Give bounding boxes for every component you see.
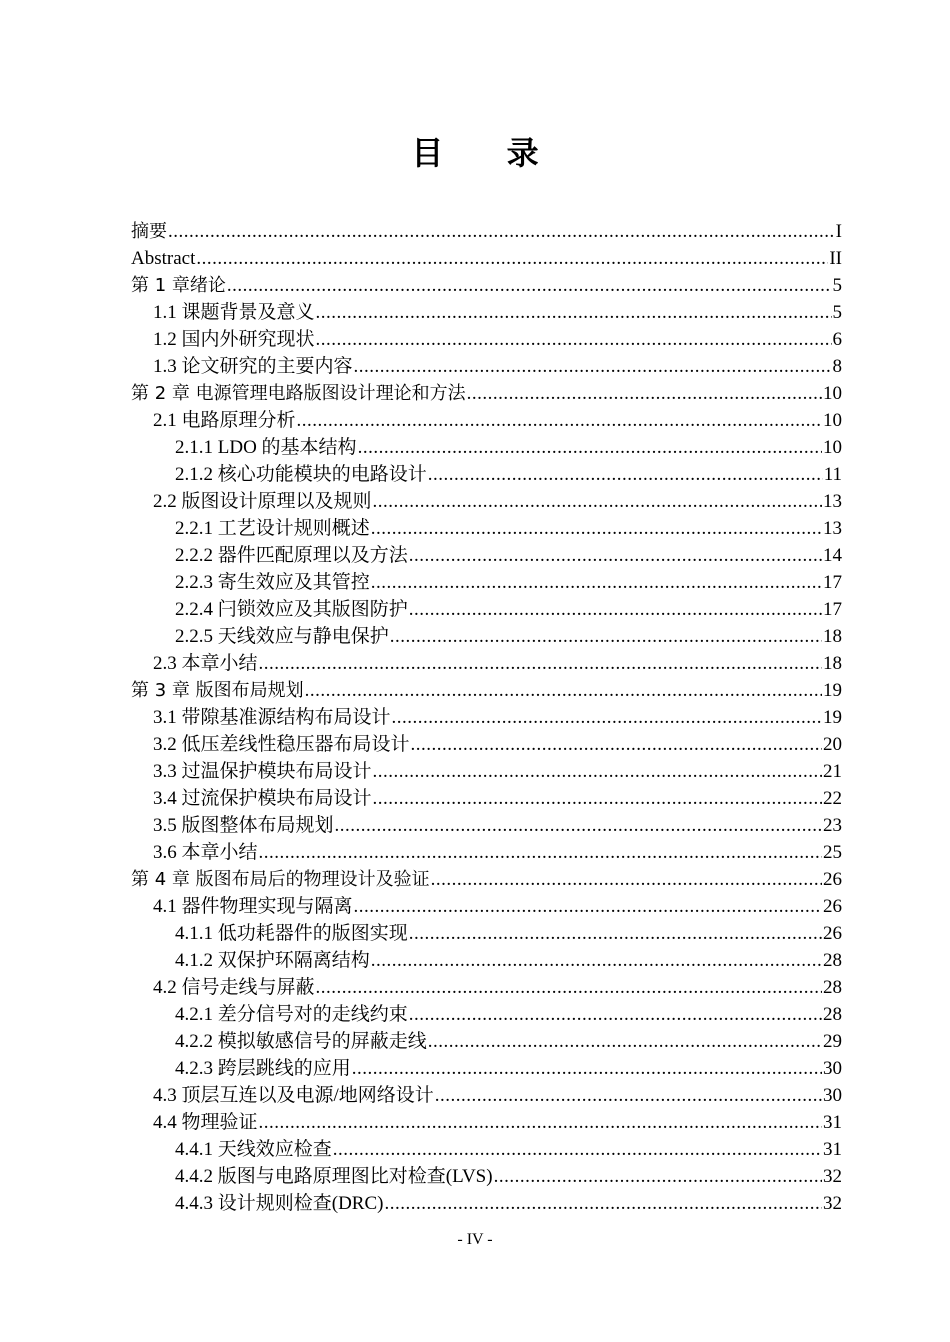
toc-entry[interactable] [131, 704, 842, 731]
toc-leader-dots [411, 731, 822, 758]
toc-entry-page: 11 [823, 464, 842, 485]
toc-entry[interactable] [131, 245, 842, 272]
toc-leader-dots [428, 461, 823, 488]
toc-entry-label: 摘要 [131, 221, 167, 242]
toc-entry-label: 4.1.2 双保护环隔离结构 [175, 950, 370, 971]
toc-leader-dots [354, 353, 832, 380]
toc-entry[interactable] [131, 380, 842, 407]
toc-entry-label: 2.1 电路原理分析 [153, 410, 296, 431]
toc-entry-page: 19 [823, 707, 842, 728]
toc-entry[interactable] [131, 1136, 842, 1163]
toc-entry-page: 20 [823, 734, 842, 755]
toc-entry-page: 22 [823, 788, 842, 809]
toc-leader-dots [333, 1136, 822, 1163]
toc-entry-page: 32 [823, 1166, 842, 1187]
toc-entry[interactable] [131, 272, 842, 299]
toc-entry-page: 30 [823, 1085, 842, 1106]
toc-leader-dots [316, 974, 822, 1001]
toc-entry-page: 17 [823, 599, 842, 620]
toc-leader-dots [196, 245, 828, 272]
toc-entry-label: 4.1.1 低功耗器件的版图实现 [175, 923, 408, 944]
toc-entry[interactable] [131, 488, 842, 515]
toc-entry-page: 29 [823, 1031, 842, 1052]
toc-entry-page: 21 [823, 761, 842, 782]
toc-entry-page: 10 [823, 410, 842, 431]
toc-entry[interactable] [131, 893, 842, 920]
toc-entry-label: 1.3 论文研究的主要内容 [153, 356, 353, 377]
toc-leader-dots [259, 1109, 822, 1136]
toc-entry-label: 4.2.1 差分信号对的走线约束 [175, 1004, 408, 1025]
toc-leader-dots [373, 488, 822, 515]
toc-entry[interactable] [131, 920, 842, 947]
toc-entry[interactable] [131, 542, 842, 569]
toc-entry[interactable] [131, 299, 842, 326]
toc-leader-dots [435, 1082, 822, 1109]
toc-leader-dots [384, 1190, 822, 1217]
toc-entry-page: 32 [823, 1193, 842, 1214]
toc-leader-dots [335, 812, 822, 839]
toc-entry-page: 13 [823, 491, 842, 512]
toc-entry[interactable] [131, 812, 842, 839]
toc-entry[interactable] [131, 758, 842, 785]
toc-entry-page: 28 [823, 1004, 842, 1025]
toc-entry-label: 2.1.2 核心功能模块的电路设计 [175, 464, 427, 485]
toc-entry-page: 26 [823, 896, 842, 917]
toc-entry-page: 8 [832, 356, 842, 377]
toc-entry-label: 4.4.3 设计规则检查(DRC) [175, 1193, 384, 1214]
toc-entry-label: 2.1.1 LDO 的基本结构 [175, 437, 357, 458]
toc-entry[interactable] [131, 326, 842, 353]
toc-entry-page: 23 [823, 815, 842, 836]
toc-entry-label: 2.2.4 闩锁效应及其版图防护 [175, 599, 408, 620]
toc-entry-page: 25 [823, 842, 842, 863]
toc-entry-page: 28 [823, 950, 842, 971]
toc-entry-label: 2.2.2 器件匹配原理以及方法 [175, 545, 408, 566]
toc-leader-dots [373, 758, 822, 785]
toc-entry[interactable] [131, 947, 842, 974]
toc-entry-label: 第 2 章 电源管理电路版图设计理论和方法 [131, 383, 466, 404]
toc-entry-label: 3.1 带隙基准源结构布局设计 [153, 707, 391, 728]
toc-entry[interactable] [131, 407, 842, 434]
toc-entry-label: 第 1 章绪论 [131, 275, 226, 296]
toc-entry-label: 4.2.2 模拟敏感信号的屏蔽走线 [175, 1031, 427, 1052]
toc-entry[interactable] [131, 434, 842, 461]
toc-entry[interactable] [131, 515, 842, 542]
toc-entry[interactable] [131, 1082, 842, 1109]
toc-entry-page: 31 [823, 1112, 842, 1133]
toc-entry-page: II [829, 248, 842, 269]
toc-entry-page: 10 [823, 437, 842, 458]
toc-entry[interactable] [131, 1190, 842, 1217]
toc-entry-label: 2.3 本章小结 [153, 653, 258, 674]
toc-entry[interactable] [131, 731, 842, 758]
toc-entry-page: 6 [832, 329, 842, 350]
toc-entry-label: 2.2 版图设计原理以及规则 [153, 491, 372, 512]
toc-entry-page: 10 [823, 383, 842, 404]
toc-entry-label: 第 4 章 版图布局后的物理设计及验证 [131, 869, 430, 890]
toc-entry-page: 5 [832, 302, 842, 323]
toc-leader-dots [409, 596, 822, 623]
toc-leader-dots [259, 839, 822, 866]
table-of-contents [131, 218, 842, 1217]
toc-leader-dots [316, 326, 832, 353]
toc-leader-dots [409, 920, 822, 947]
toc-entry-label: 1.2 国内外研究现状 [153, 329, 315, 350]
toc-title: 目 录 [411, 134, 565, 172]
toc-entry-label: 1.1 课题背景及意义 [153, 302, 315, 323]
toc-entry-label: 3.6 本章小结 [153, 842, 258, 863]
toc-leader-dots [409, 1001, 822, 1028]
toc-entry[interactable] [131, 839, 842, 866]
toc-entry-page: 13 [823, 518, 842, 539]
toc-leader-dots [227, 272, 832, 299]
toc-leader-dots [373, 785, 822, 812]
toc-entry-label: 3.2 低压差线性稳压器布局设计 [153, 734, 410, 755]
toc-entry-label: 2.2.5 天线效应与静电保护 [175, 626, 389, 647]
toc-entry[interactable] [131, 353, 842, 380]
toc-entry[interactable] [131, 785, 842, 812]
toc-entry[interactable] [131, 461, 842, 488]
toc-entry-label: 4.2 信号走线与屏蔽 [153, 977, 315, 998]
toc-entry-label: 4.2.3 跨层跳线的应用 [175, 1058, 351, 1079]
toc-entry[interactable] [131, 1163, 842, 1190]
toc-leader-dots [371, 515, 822, 542]
toc-leader-dots [371, 569, 822, 596]
toc-entry-label: 4.3 顶层互连以及电源/地网络设计 [153, 1085, 434, 1106]
toc-leader-dots [390, 623, 822, 650]
toc-leader-dots [354, 893, 822, 920]
toc-leader-dots [431, 866, 822, 893]
toc-entry[interactable] [131, 218, 842, 245]
toc-entry-page: 14 [823, 545, 842, 566]
toc-entry-page: 26 [823, 923, 842, 944]
toc-entry[interactable] [131, 596, 842, 623]
toc-leader-dots [392, 704, 822, 731]
toc-entry[interactable] [131, 677, 842, 704]
toc-entry-label: 4.4.1 天线效应检查 [175, 1139, 332, 1160]
toc-entry-page: 18 [823, 626, 842, 647]
page-number-footer: - IV - [457, 1231, 493, 1248]
toc-entry-label: 4.4 物理验证 [153, 1112, 258, 1133]
toc-entry-label: 3.3 过温保护模块布局设计 [153, 761, 372, 782]
toc-entry-label: Abstract [131, 248, 196, 269]
toc-leader-dots [352, 1055, 822, 1082]
toc-leader-dots [297, 407, 822, 434]
toc-entry[interactable] [131, 866, 842, 893]
toc-entry-page: 26 [823, 869, 842, 890]
toc-leader-dots [168, 218, 835, 245]
toc-entry[interactable] [131, 1109, 842, 1136]
toc-leader-dots [358, 434, 822, 461]
toc-entry-page: 28 [823, 977, 842, 998]
toc-leader-dots [409, 542, 822, 569]
toc-entry[interactable] [131, 974, 842, 1001]
toc-entry-page: 31 [823, 1139, 842, 1160]
toc-entry[interactable] [131, 569, 842, 596]
toc-leader-dots [259, 650, 822, 677]
toc-leader-dots [371, 947, 822, 974]
toc-entry-label: 2.2.1 工艺设计规则概述 [175, 518, 370, 539]
toc-entry-page: 19 [823, 680, 842, 701]
toc-leader-dots [467, 380, 822, 407]
toc-entry-page: 30 [823, 1058, 842, 1079]
toc-entry[interactable] [131, 1028, 842, 1055]
toc-entry[interactable] [131, 1001, 842, 1028]
toc-entry-page: 18 [823, 653, 842, 674]
toc-entry-label: 4.1 器件物理实现与隔离 [153, 896, 353, 917]
toc-entry-label: 3.4 过流保护模块布局设计 [153, 788, 372, 809]
toc-entry-page: 17 [823, 572, 842, 593]
toc-leader-dots [494, 1163, 822, 1190]
toc-entry-label: 第 3 章 版图布局规划 [131, 680, 304, 701]
toc-entry-page: 5 [832, 275, 842, 296]
toc-entry[interactable] [131, 623, 842, 650]
toc-leader-dots [428, 1028, 822, 1055]
toc-entry-page: I [835, 221, 842, 242]
toc-leader-dots [305, 677, 822, 704]
toc-entry-label: 2.2.3 寄生效应及其管控 [175, 572, 370, 593]
toc-entry[interactable] [131, 650, 842, 677]
toc-entry-label: 3.5 版图整体布局规划 [153, 815, 334, 836]
toc-leader-dots [316, 299, 832, 326]
toc-entry[interactable] [131, 1055, 842, 1082]
toc-entry-label: 4.4.2 版图与电路原理图比对检查(LVS) [175, 1166, 493, 1187]
